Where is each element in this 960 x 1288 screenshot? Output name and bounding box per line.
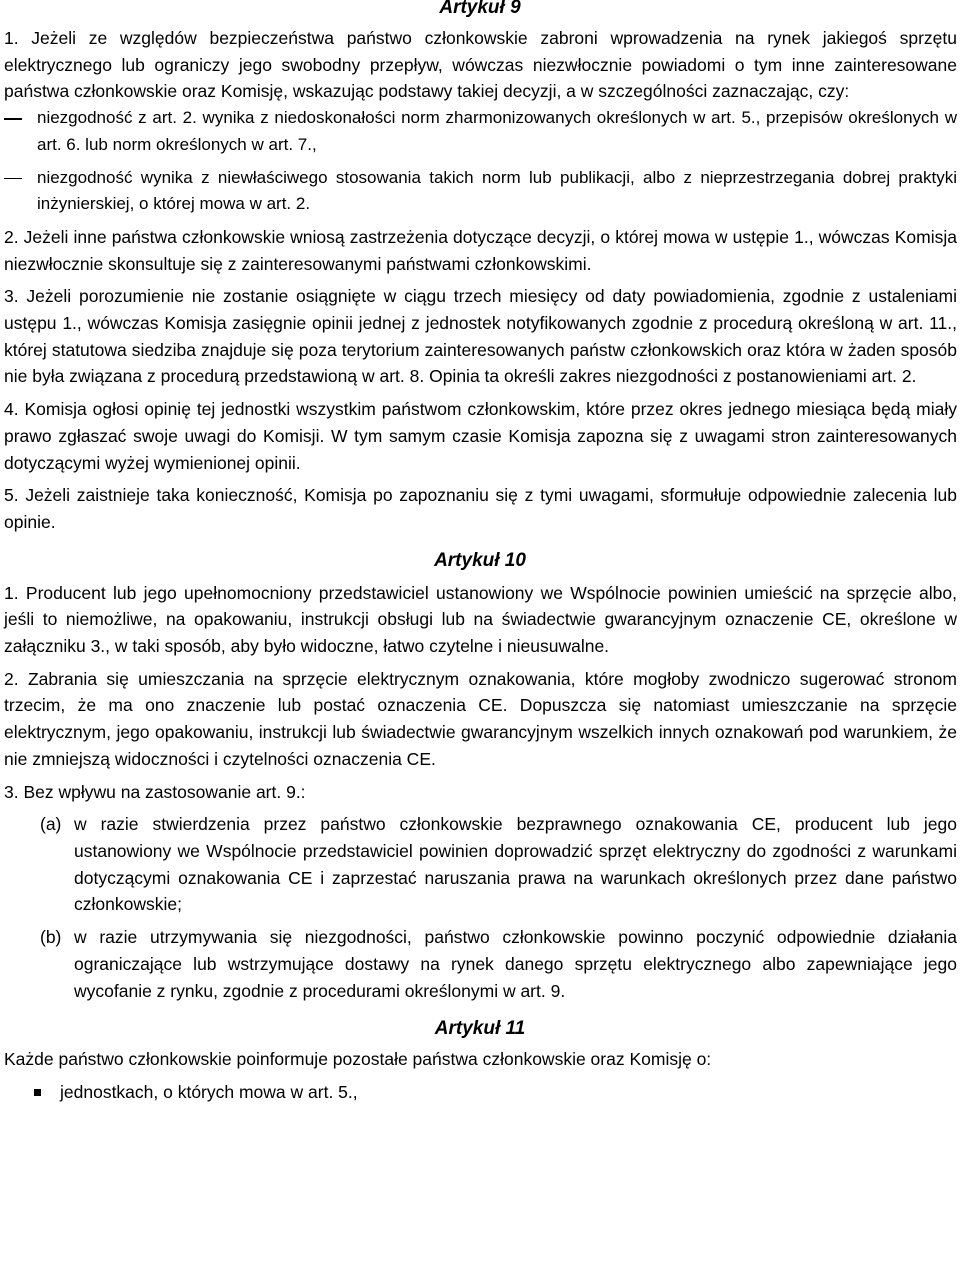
art11-paragraph-1: Każde państwo członkowskie poinformuje pozostałe państwa członkowskie oraz Komisję o: bbox=[4, 1049, 712, 1070]
art9-paragraph-3: 3. Jeżeli porozumienie nie zostanie osiągnięte w ciągu trzech miesięcy od daty powiadomienia, zgodnie z ustaleniami ustępu 1., wówczas Komisja zasięgnie opinii jednej z jednostek notyfikowanych zgodnie z procedurą określoną w art. 11., której statutowa siedziba znajduje się poza terytorium zainteresowanych państw członkowskich oraz która w żaden sposób nie była związana z procedurą przedstawioną w art. 8. Opinia ta określi zakres niezgodności z postanowieniami art. 2. bbox=[4, 286, 957, 387]
art9-dash-item-2 bbox=[0, 165, 960, 218]
dash-item-text: niezgodność wynika z niewłaściwego stosowania takich norm lub publikacji, albo z nieprzestrzegania dobrej praktyki inżynierskiej, o której mowa w art. 2. bbox=[37, 167, 957, 214]
art9-paragraph-1: 1. Jeżeli ze względów bezpieczeństwa państwo członkowskie zabroni wprowadzenia na rynek jakiegoś sprzętu elektrycznego lub ograniczy jego swobodny przepływ, wówczas niezwłocznie powiadomi o tym inne zainteresowane państwa członkowskie oraz Komisję, wskazując podstawy takiej decyzji, a w szczególności zaznaczając, czy: bbox=[4, 28, 957, 102]
dash-marker bbox=[0, 165, 37, 218]
square-bullet-icon bbox=[0, 1079, 60, 1106]
dash-item-text: niezgodność z art. 2. wynika z niedoskonałości norm zharmonizowanych określonych w art. 5., przepisów określonych w art. 6. lub norm określonych w art. 7., bbox=[37, 108, 957, 154]
art10-item-a bbox=[0, 811, 960, 918]
art10-paragraph-2: 2. Zabrania się umieszczania na sprzęcie elektrycznym oznakowania, które mogłoby zwodniczo sugerować stronom trzecim, że ma ono znaczenie lub postać oznaczenia CE. Dopuszcza się natomiast umieszczanie na sprzęcie elektrycznym, jego opakowaniu, instrukcji lub świadectwie gwarancyjnym wszelkich innych oznakowań pod warunkiem, że nie zmniejszą widoczności i czytelności oznaczenia CE. bbox=[4, 668, 957, 769]
item-marker: (a) bbox=[40, 814, 62, 835]
bullet-item-text: jednostkach, o których mowa w art. 5., bbox=[60, 1081, 358, 1102]
item-marker: (b) bbox=[40, 927, 62, 948]
article-9-heading: Artykuł 9 bbox=[439, 0, 521, 18]
art10-item-b bbox=[0, 924, 960, 1004]
art10-paragraph-3: 3. Bez wpływu na zastosowanie art. 9.: bbox=[4, 781, 306, 802]
art9-paragraph-4: 4. Komisja ogłosi opinię tej jednostki wszystkim państwom członkowskim, które przez okres jednego miesiąca będą miały prawo zgłaszać swoje uwagi do Komisji. W tym samym czasie Komisja zapozna się z uwagami stron zainteresowanych dotyczącymi wyżej wymienionej opinii. bbox=[4, 399, 957, 473]
art9-paragraph-5: 5. Jeżeli zaistnieje taka konieczność, Komisja po zapoznaniu się z tymi uwagami, sformułuje odpowiednie zalecenia lub opinie. bbox=[4, 485, 957, 532]
art11-bullet-item-1 bbox=[0, 1079, 960, 1106]
item-text: w razie utrzymywania się niezgodności, państwo członkowskie powinno poczynić odpowiednie działania ograniczające lub wstrzymujące dostawy na rynek danego sprzętu elektrycznego albo zapewniające jego wycofanie z rynku, zgodnie z procedurami określonymi w art. 9. bbox=[74, 927, 957, 1001]
article-10-heading: Artykuł 10 bbox=[434, 549, 526, 571]
art9-dash-item-1 bbox=[0, 105, 960, 158]
art10-paragraph-1: 1. Producent lub jego upełnomocniony przedstawiciel ustanowiony we Wspólnocie powinien umieścić na sprzęcie albo, jeśli to niemożliwe, na opakowaniu, instrukcji obsługi lub na świadectwie gwarancyjnym oznaczenie CE, określone w załączniku 3., w taki sposób, aby było widoczne, łatwo czytelne i nieusuwalne. bbox=[4, 582, 957, 657]
item-text: w razie stwierdzenia przez państwo członkowskie bezprawnego oznakowania CE, producent lub jego ustanowiony we Wspólnocie przedstawiciel powinien doprowadzić sprzęt elektryczny do zgodności z warunkami dotyczącymi oznakowania CE i zaprzestać naruszania prawa na warunkach określonych przez dane państwo członkowskie; bbox=[74, 814, 957, 915]
dash-marker bbox=[0, 105, 37, 158]
article-11-heading: Artykuł 11 bbox=[434, 1018, 526, 1040]
art9-paragraph-2: 2. Jeżeli inne państwa członkowskie wniosą zastrzeżenia dotyczące decyzji, o której mowa w ustępie 1., wówczas Komisja niezwłocznie skonsultuje się z zainteresowanymi państwami członkowskimi. bbox=[4, 226, 957, 274]
